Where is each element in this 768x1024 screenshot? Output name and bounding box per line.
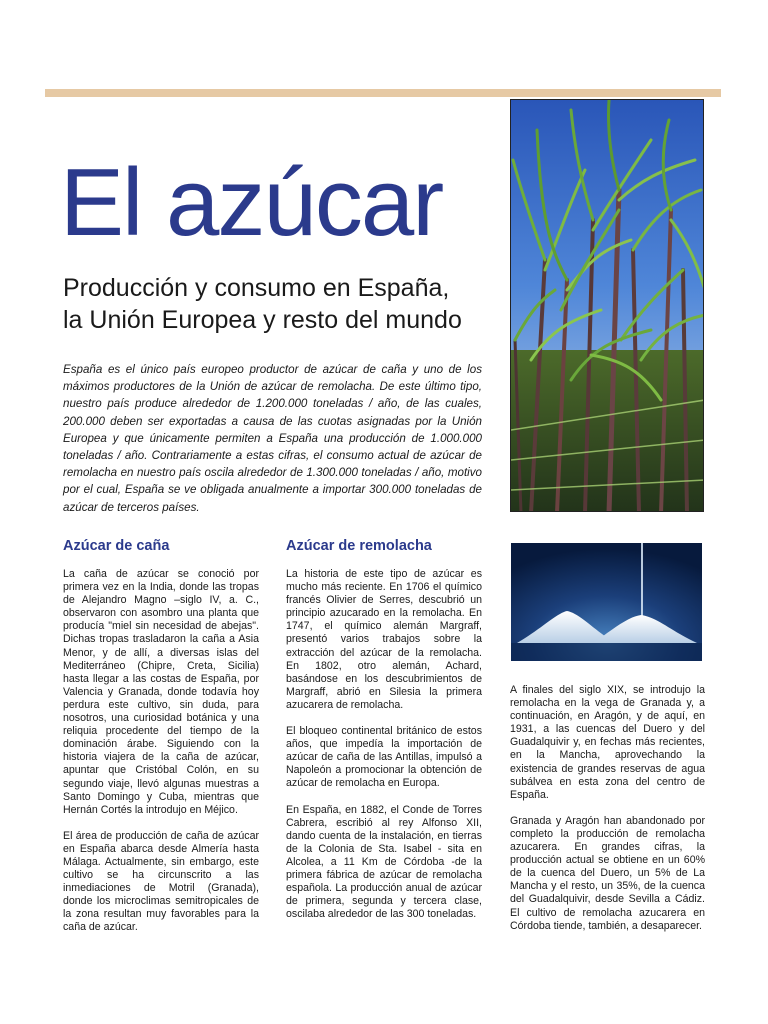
sugarcane-photo <box>510 99 704 512</box>
header-rule <box>45 89 721 97</box>
subtitle-line-1: Producción y consumo en España, <box>63 274 450 302</box>
body-paragraph: A finales del siglo XIX, se introdujo la remolacha en la vega de Granada y, a continuación, en Aragón, y de aquí, en 1931, a las cuencas del Duero y del Guadalquivir y, en fechas más recientes, en la Mancha, aprovechando la existencia de grandes reservas de agua subálvea en esta zona del centro de España. <box>510 684 705 801</box>
subtitle-line-2: la Unión Europea y resto del mundo <box>63 306 462 334</box>
page-title: El azúcar <box>60 149 443 256</box>
body-paragraph: El bloqueo continental británico de estos años, que impedía la importación de azúcar de caña de las Antillas, impulsó a Napoleón a promocionar la obtención de azúcar de remolacha en Europa. <box>286 725 482 790</box>
body-paragraph: La historia de este tipo de azúcar es mucho más reciente. En 1706 el químico francés Olivier de Serres, descubrió un principio azucarado en la remolacha. En 1747, el químico alemán Margraff, presentó varios trabajos sobre la extracción del azúcar de la remolacha. En 1802, otro alemán, Achard, basándose en los descubrimientos de Margraff, abrió en Silesia la primera azucarera de remolacha. <box>286 568 482 711</box>
body-paragraph: El área de producción de caña de azúcar en España abarca desde Almería hasta Málaga. Actualmente, sin embargo, este cultivo se ha circunscrito a las inmediaciones de Motril (Granada), donde los microclimas semitropicales de la zona resultan muy favorables para la caña de azúcar. <box>63 829 259 934</box>
page-subtitle <box>63 272 503 336</box>
section-cane-sugar <box>63 537 259 948</box>
section-beet-sugar <box>286 537 482 934</box>
body-paragraph: Granada y Aragón han abandonado por completo la producción de remolacha azucarera. En grandes cifras, la producción actual se obtiene en un 60% de la cuenca del Duero, un 5% de La Mancha y el resto, un 35%, de la cuenca del Guadalquivir, desde Sevilla a Cádiz. El cultivo de remolacha azucarera en Córdoba tiende, también, a desaparecer. <box>510 814 705 932</box>
body-paragraph: En España, en 1882, el Conde de Torres Cabrera, escribió al rey Alfonso XII, dando cuenta de la instalación, en tierras de la Colonia de Sta. Isabel - sita en Alcolea, a 11 Km de Córdoba -de la primera fábrica de azúcar de remolacha española. La producción anual de azúcar de primera, segunda y tercera clase, oscilaba alrededor de las 300 toneladas. <box>286 803 482 921</box>
section-heading: Azúcar de remolacha <box>286 538 432 554</box>
sugar-heaps-photo <box>511 543 702 661</box>
section-heading: Azúcar de caña <box>63 538 170 554</box>
body-paragraph: La caña de azúcar se conoció por primera vez en la India, donde las tropas de Alejandro Magno –siglo IV, a. C., observaron con asombro una planta que producía "miel sin necesidad de abejas". Dichas tropas trasladaron la caña a Asia Menor, y de allí, a diversas islas del Mediterráneo (Chipre, Creta, Sicilia) hasta llegar a las costas de España, por Valencia y Granada, donde todavía hoy perdura este cultivo, sin duda, para nosotros, una curiosidad botánica y una reliquia procedente del tiempo de la dominación árabe. Siguiendo con la historia viajera de la caña de azúcar, apuntar que Cristóbal Colón, en su segundo viaje, llevó algunas muestras a Santo Domingo y Cuba, mientras que Hernán Cortés la introdujo en Méjico. <box>63 568 259 816</box>
section-beet-sugar-continued <box>510 684 705 946</box>
intro-paragraph: España es el único país europeo productor de azúcar de caña y uno de los máximos productores de la Unión de azúcar de remolacha. De este último tipo, nuestro país produce alrededor de 1.200.000 toneladas / año, de las cuales, 200.000 deben ser exportadas a causa de las cuotas asignadas por la Unión Europea y que únicamente permiten a España una producción de 1.000.000 toneladas / año. Contrariamente a estas cifras, el consumo actual de azúcar de remolacha en nuestro país oscila alrededor de 1.300.000 toneladas / año, motivo por el cual, España se ve obligada anualmente a importar 300.000 toneladas de azúcar de terceros países. <box>63 363 482 514</box>
